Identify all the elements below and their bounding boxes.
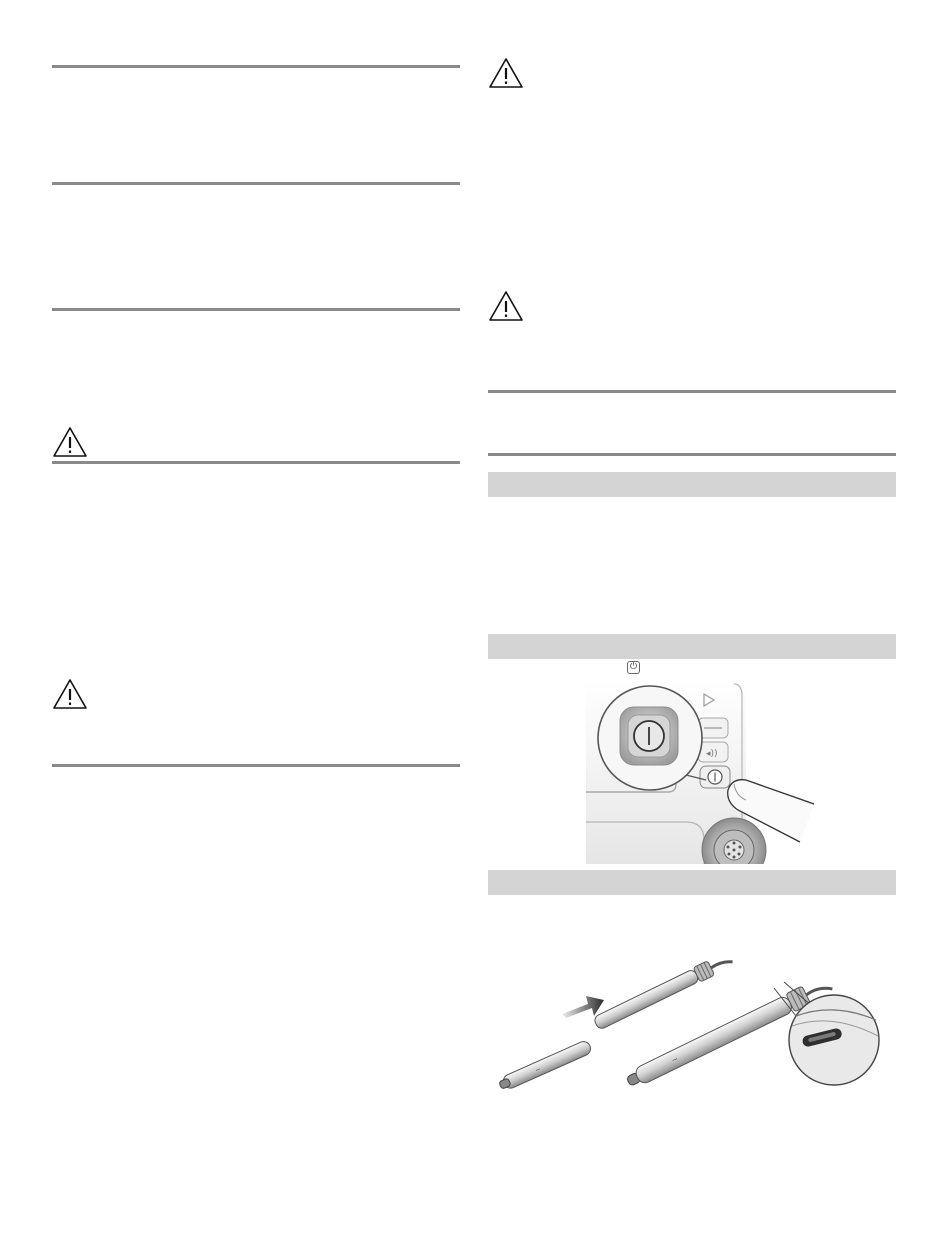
section-divider-2 xyxy=(52,182,460,185)
warning-triangle-icon xyxy=(52,678,88,710)
svg-text:~: ~ xyxy=(533,1065,543,1075)
warning-triangle-icon xyxy=(488,57,524,89)
section-divider-6 xyxy=(488,453,896,456)
warning-triangle-icon xyxy=(52,426,88,458)
section-divider-3 xyxy=(52,308,460,311)
step-header-band-2 xyxy=(488,634,896,659)
svg-text:◂)): ◂)) xyxy=(706,749,718,759)
step-header-band-1 xyxy=(488,472,896,497)
warning-triangle-icon xyxy=(488,290,524,322)
power-symbol-icon: ⏻ xyxy=(627,661,640,674)
section-divider-1 xyxy=(52,65,460,68)
section-divider-4 xyxy=(52,764,460,767)
device-power-button-illustration xyxy=(586,680,814,864)
step-header-band-3 xyxy=(488,870,896,895)
handpiece-assembly-illustration xyxy=(496,944,888,1094)
svg-text:~: ~ xyxy=(669,1054,680,1066)
section-divider-5 xyxy=(488,390,896,393)
warning-divider-1 xyxy=(52,461,460,464)
